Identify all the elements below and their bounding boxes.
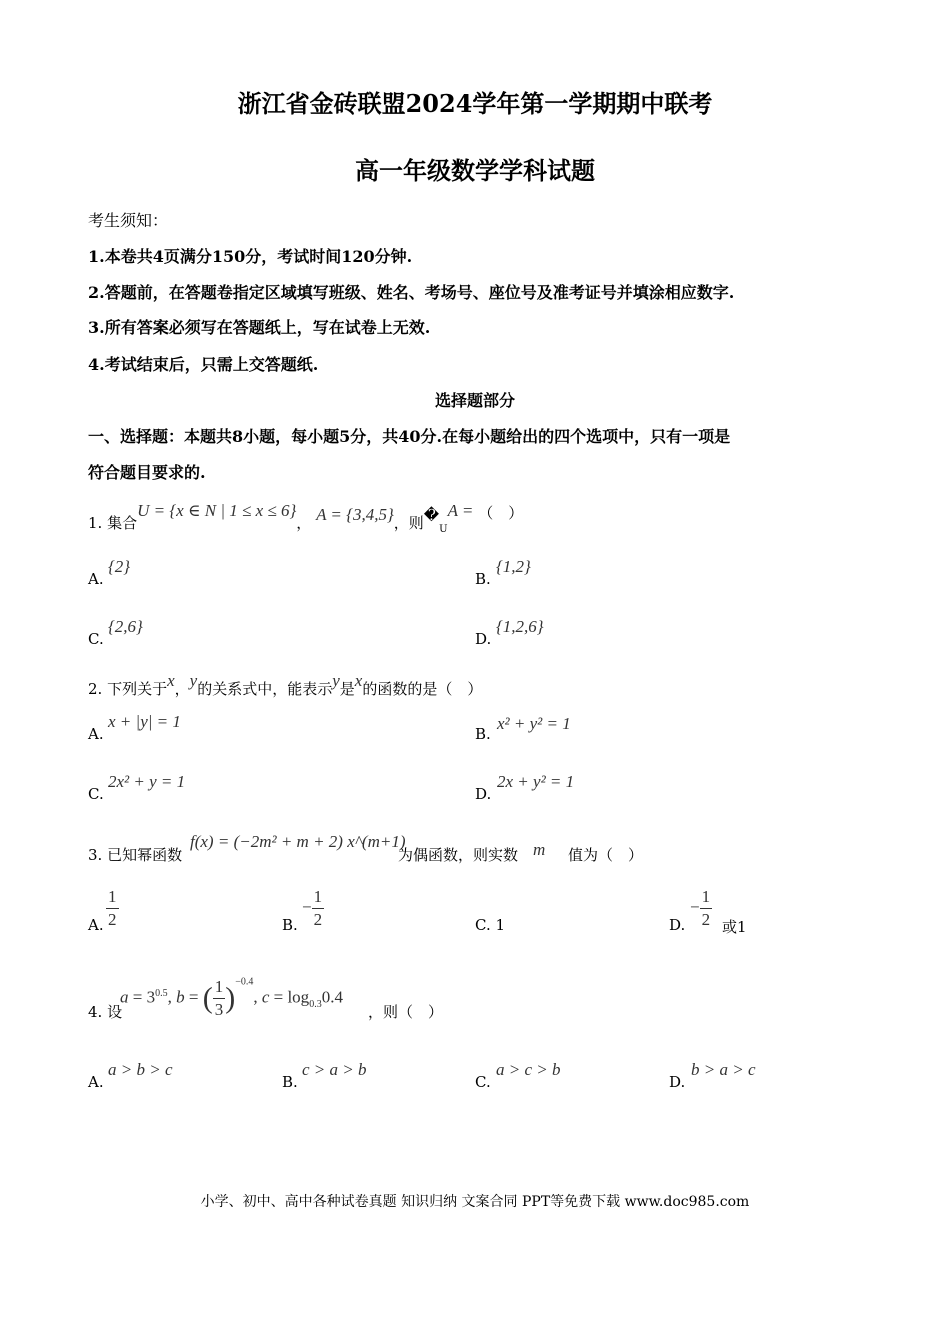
q1-option-b <box>475 570 491 588</box>
fraction-one-half: $\frac{1}{2}$ <box>108 887 117 929</box>
q1-set-a: A = {3,4,5} <box>316 505 394 524</box>
q2-option-c: C. <box>88 785 104 803</box>
q1-paren: （ ） <box>478 504 524 522</box>
q1-set-u: U = {x ∈ N | 1 ≤ x ≤ 6} <box>137 501 297 520</box>
section-heading-line2: 符合题目要求的. <box>88 463 206 482</box>
q2-var-y: y <box>189 671 198 690</box>
q3-option-a-value <box>106 886 119 931</box>
question-2 <box>88 671 483 698</box>
q3-option-d-value: − $\frac{1}{2}$ <box>690 887 711 929</box>
q1-option-c-value: {2,6} <box>108 617 143 636</box>
q3-option-c: C. 1 <box>475 916 506 934</box>
q1-option-a <box>88 570 104 588</box>
fraction-neg-one-half-d: $\frac{1}{2}$ <box>701 887 711 929</box>
q1-option-a-letter: A. <box>88 570 104 588</box>
notice-item-4: 4.考试结束后，只需上交答题纸. <box>88 355 319 374</box>
q4-option-c: C. <box>475 1073 491 1091</box>
q1-option-d-letter: D. <box>475 630 492 648</box>
q1-a-eq: A = <box>447 501 474 520</box>
q2-option-c-value: 2x² + y = 1 <box>108 772 186 791</box>
q3-option-b: B. <box>282 916 298 934</box>
q2-option-a-value: x + |y| = 1 <box>108 712 181 731</box>
q1-option-d-value: {1,2,6} <box>496 617 544 636</box>
fraction-one-third: $\frac{1}{3}$ <box>214 977 224 1019</box>
question-4-prefix: 4. 设 <box>88 1003 123 1021</box>
question-3-prefix: 3. 已知幂函数 <box>88 846 183 864</box>
q4-option-b: B. <box>282 1073 298 1091</box>
q4-option-c-value: a > c > b <box>496 1060 561 1079</box>
page-footer: 小学、初中、高中各种试卷真题 知识归纳 文案合同 PPT等免费下载 www.doc985.com <box>200 1194 750 1210</box>
q3-option-a: A. <box>88 916 104 934</box>
q2-option-b-value: x² + y² = 1 <box>497 714 571 733</box>
q1-option-c <box>88 630 104 648</box>
q1-prefix: 1. 集合 <box>88 514 138 532</box>
q4-option-a-value: a > b > c <box>108 1060 173 1079</box>
q4-option-a: A. <box>88 1073 104 1091</box>
q1-option-b-letter: B. <box>475 570 491 588</box>
q1-complement-symbol: � <box>423 506 440 524</box>
q2-mid: 的关系式中，能表示 <box>197 680 333 698</box>
q2-option-a: A. <box>88 725 104 743</box>
exam-subtitle: 高一年级数学学科试题 <box>355 156 595 185</box>
q1-comma: ， <box>296 514 312 532</box>
q4-option-d: D. <box>669 1073 686 1091</box>
q1-then: ，则 <box>393 514 424 532</box>
section-heading-line1: 一、选择题：本题共8小题，每小题5分，共40分.在每小题给出的四个选项中，只有一项是 <box>88 427 731 446</box>
notice-item-2: 2.答题前，在答题卷指定区域填写班级、姓名、考场号、座位号及准考证号并填涂相应数字. <box>88 283 735 302</box>
question-4-end: ，则（ ） <box>368 1003 444 1021</box>
question-3-end: 值为（ ） <box>568 846 644 864</box>
q2-var-y2: y <box>332 671 340 690</box>
question-3-var-m: m <box>533 840 546 859</box>
q2-option-d: D. <box>475 785 492 803</box>
q4-option-b-value: c > a > b <box>302 1060 367 1079</box>
q2-comma: ， <box>174 680 190 698</box>
q2-end: 的函数的是（ ） <box>362 680 483 698</box>
q1-option-b-value: {1,2} <box>496 557 531 576</box>
q2-is: 是 <box>339 680 355 698</box>
notice-item-3: 3.所有答案必须写在答题纸上，写在试卷上无效. <box>88 318 431 337</box>
q2-prefix: 2. 下列关于 <box>88 680 168 698</box>
q3-option-b-value: − $\frac{1}{2}$ <box>302 887 323 929</box>
q1-option-d <box>475 630 491 648</box>
q2-var-x: x <box>167 671 175 690</box>
q2-var-x2: x <box>354 671 363 690</box>
q4-option-d-value: b > a > c <box>691 1060 756 1079</box>
fraction-neg-one-half: $\frac{1}{2}$ <box>313 887 323 929</box>
q1-complement-sub: U <box>439 524 448 535</box>
q3-option-d: D. <box>669 916 686 934</box>
q3-option-d-or: 或1 <box>722 918 747 936</box>
q1-option-c-letter: C. <box>88 630 104 648</box>
notice-item-1: 1.本卷共4页满分150分，考试时间120分钟. <box>88 247 413 266</box>
q2-option-d-value: 2x + y² = 1 <box>497 772 575 791</box>
question-1 <box>88 500 524 535</box>
notice-heading: 考生须知： <box>88 211 169 230</box>
question-4-expression: $a = 3^{0.5}$, b = ( $\frac{1}{3}$ )$^{-0.4}$, $c = \log_{0.3}0.4$ <box>120 976 343 1019</box>
question-3-function: f(x) = (−2m² + m + 2) x^(m+1) <box>190 832 406 851</box>
q2-option-b: B. <box>475 725 491 743</box>
section-part-title: 选择题部分 <box>434 391 515 410</box>
q1-option-a-value: {2} <box>108 557 131 576</box>
question-3-mid: 为偶函数，则实数 <box>398 846 519 864</box>
exam-title: 浙江省金砖联盟2024学年第一学期期中联考 <box>237 89 713 118</box>
